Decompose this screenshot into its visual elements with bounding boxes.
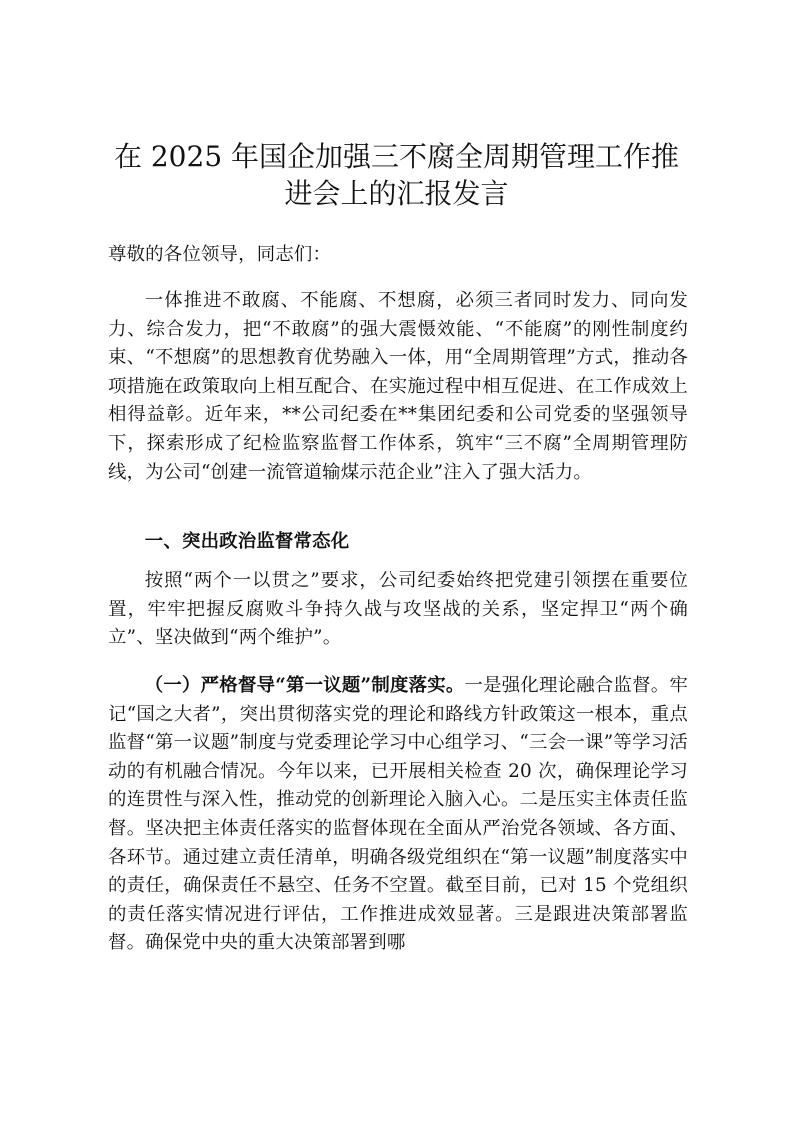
section-1-heading: 一、突出政治监督常态化: [144, 531, 350, 552]
subsection-1-text: 一是强化理论融合监督。牢记“国之大者”，突出贯彻落实党的理论和路线方针政策这一根本，重点监督“第一议题”制度与党委理论学习中心组学习、“三会一课”等学习活动的有机融合情况。今年以来，已开展相关检查 20 次，确保理论学习的连贯性与深入性，推动党的创新理论入脑入心。二是压实主体责任监督。坚决把主体责任落实的监督体现在全面从严治党各领域、各方面、各环节。通过建立责任清单，明确各级党组织在“第一议题”制度落实中的责任，确保责任不悬空、任务不空置。截至目前，已对 15 个党组织的责任落实情况进行评估，工作推进成效显著。三是跟进决策部署监督。确保党中央的重大决策部署到哪: [108, 675, 688, 954]
subsection-1-heading: （一）严格督导“第一议题”制度落实。: [144, 675, 465, 696]
document-title: [104, 138, 689, 212]
greeting: 尊敬的各位领导，同志们：: [108, 244, 332, 265]
section-heading-1: [108, 528, 688, 557]
intro-paragraph: 一体推进不敢腐、不能腐、不想腐，必须三者同时发力、同向发力、综合发力，把“不敢腐”的强大震慑效能、“不能腐”的刚性制度约束、“不想腐”的思想教育优势融入一体，用“全周期管理”方式，推动各项措施在政策取向上相互配合、在实施过程中相互促进、在工作成效上相得益彰。近年来，**公司纪委在**集团纪委和公司党委的坚强领导下，探索形成了纪检监察监督工作体系，筑牢“三不腐”全周期管理防线，为公司“创建一流管道输煤示范企业”注入了强大活力。: [108, 290, 688, 483]
greeting-block: [108, 241, 688, 270]
title-line-2: 进会上的汇报发言: [284, 177, 509, 210]
subsection-1-block: [108, 672, 688, 958]
section-1-paragraph: 按照“两个一以贯之”要求，公司纪委始终把党建引领摆在重要位置，牢牢把握反腐败斗争持久战与攻坚战的关系，坚定捍卫“两个确立”、坚决做到“两个维护”。: [108, 570, 688, 649]
title-line-1: 在 2025 年国企加强三不腐全周期管理工作推: [113, 140, 680, 173]
subsection-1-paragraph: [108, 672, 688, 958]
section-1-paragraph-block: [108, 567, 688, 653]
intro-block: [108, 287, 688, 487]
